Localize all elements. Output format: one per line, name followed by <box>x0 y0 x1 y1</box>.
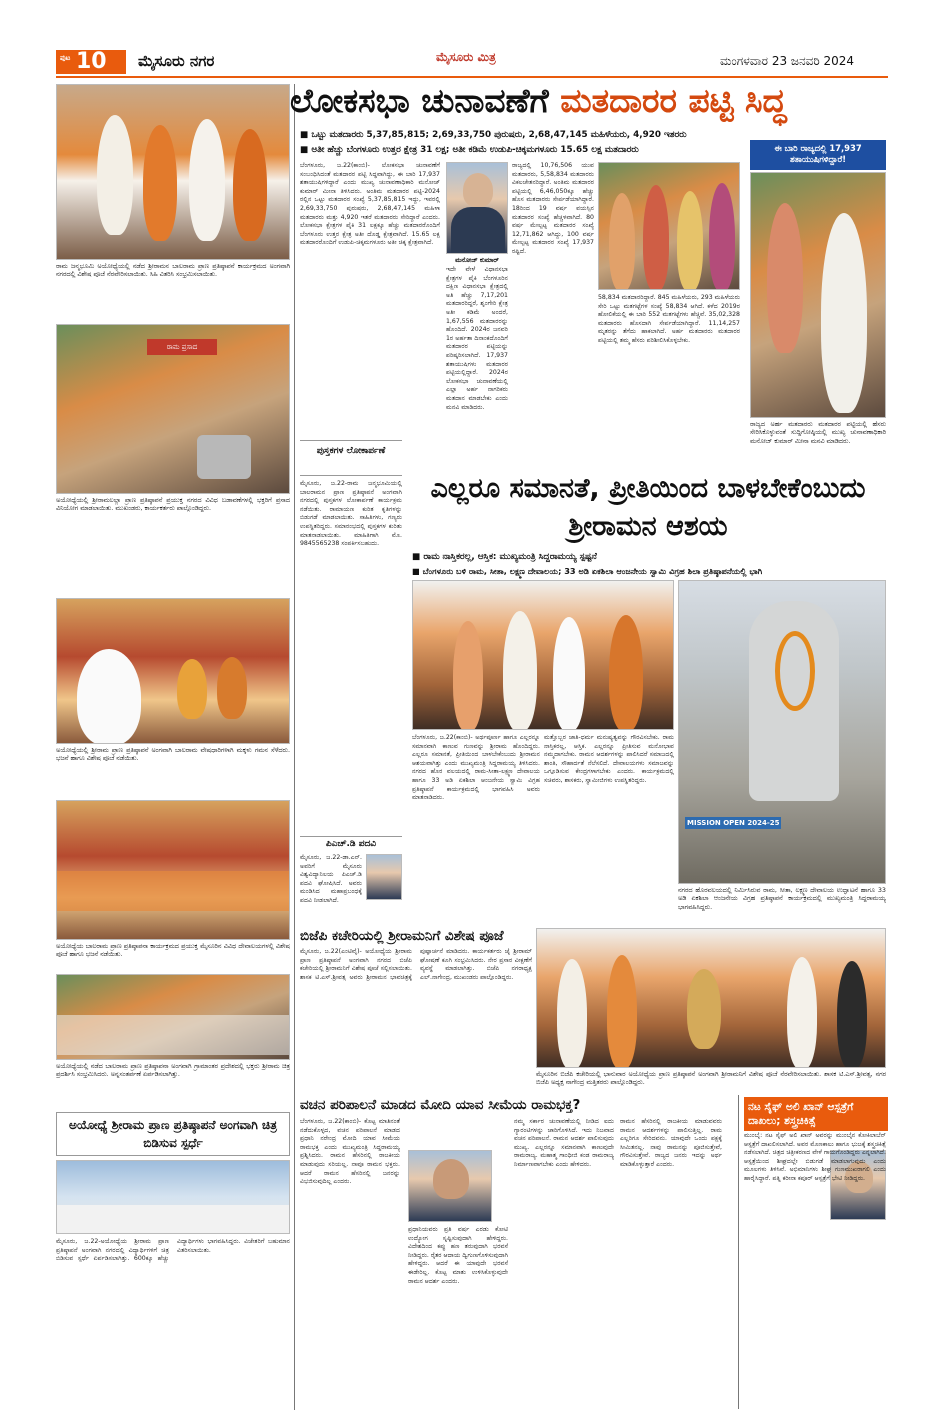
headline-bjp-puja: ಬಿಜೆಪಿ ಕಚೇರಿಯಲ್ಲಿ ಶ್ರೀರಾಮನಿಗೆ ವಿಶೇಷ ಪೂಜೆ <box>300 928 504 944</box>
headline-voter-list <box>290 78 888 124</box>
headline-voter-list-part2: ಮತದಾರರ ಪಟ್ಟಿ ಸಿದ್ಧ <box>560 81 787 120</box>
banner-ram-prasada: ರಾಮ ಪ್ರಸಾದ <box>147 339 217 355</box>
photo-siddaramaiah <box>408 1150 492 1222</box>
cm-body-col1: ಬೆಂಗಳೂರು, ಜ.22(ಕಾಂಬಿ)- ಅರ್ಥಪೂರ್ಣ ಹಾಗೂ ಎಲ್ಲರನ್ನೂ ಸಮಾನವಾಗಿ ಕಾಣುವ ಗುಣವನ್ನು ಶ್ರೀರಾಮ ಹೊಂದಿದ್ದರು. ಎಲ್ಲರೂ ಸಮಾನತೆ, ಪ್ರೀತಿಯಿಂದ ಬಾಳಬೇಕೆಂಬುದು ಶ್ರೀರಾಮನ ಆಶಯವಾಗಿತ್ತು ಎಂದು ಮುಖ್ಯಮಂತ್ರಿ ಸಿದ್ದರಾಮಯ್ಯ ತಿಳಿಸಿದರು. ನಗರದ ಹೊರ ವಲಯದಲ್ಲಿ ರಾಮ-ಸೀತಾ-ಲಕ್ಷ್ಮಣ ದೇವಾಲಯ ಹಾಗೂ 33 ಅಡಿ ಏಕಶಿಲಾ ಆಂಜನೇಯ ಸ್ವಾಮಿ ವಿಗ್ರಹ ಪ್ರತಿಷ್ಠಾಪನೆ ಕಾರ್ಯಕ್ರಮದಲ್ಲಿ ಭಾಗವಹಿಸಿ ಅವರು ಮಾತನಾಡಿದರು. <box>412 734 540 802</box>
elderly-caption: ರಾಜ್ಯದ ಅರ್ಹ ಮತದಾರರು ಮತದಾರರ ಪಟ್ಟಿಯಲ್ಲಿ ಹೆಸರು ಸೇರಿಸಿಕೊಳ್ಳುವಂತೆ ಸುದ್ದಿಗೋಷ್ಠಿಯಲ್ಲಿ ಮುಖ್ಯ ಚುನಾವಣಾಧಿಕಾರಿ ಮನೋಜ್ ಕುಮಾರ್ ಮೀನಾ ಮನವಿ ಮಾಡಿದರು. <box>750 420 886 445</box>
column-rule-right <box>738 1095 739 1409</box>
photo-cm-lamp-lighting <box>412 580 674 730</box>
section-name: ಮೈಸೂರು ನಗರ <box>138 52 215 70</box>
saif-body: ಮುಂಬೈ: ನಟ ಸೈಫ್ ಅಲಿ ಖಾನ್ ಅವರನ್ನು ಮುಂಬೈನ ಕೋಕಿಲಾಬೆನ್ ಆಸ್ಪತ್ರೆಗೆ ದಾಖಲಿಸಲಾಗಿದೆ. ಅವರ ಮೊಣಕಾಲು ಹಾಗೂ ಭುಜಕ್ಕೆ ಶಸ್ತ್ರಚಿಕಿತ್ಸೆ ನಡೆಸಲಾಗಿದೆ. ಚಿತ್ರದ ಚಿತ್ರೀಕರಣದ ವೇಳೆ ಗಾಯಗೊಂಡಿದ್ದರು ಎನ್ನಲಾಗಿದೆ. ಆಸ್ಪತ್ರೆಯಿಂದ ಶೀಘ್ರದಲ್ಲೇ ಬಿಡುಗಡೆ ಮಾಡಲಾಗುವುದು ಎಂದು ಮೂಲಗಳು ತಿಳಿಸಿವೆ. ಅಭಿಮಾನಿಗಳು ಶೀಘ್ರ ಗುಣಮುಖರಾಗಲಿ ಎಂದು ಹಾರೈಸಿದ್ದಾರೆ. ಪತ್ನಿ ಕರೀನಾ ಕಪೂರ್ ಆಸ್ಪತ್ರೆಗೆ ಭೇಟಿ ನೀಡಿದ್ದರು. <box>744 1132 886 1182</box>
bjp-body: ಮೈಸೂರು, ಜ.22(ಎಂಟಿವೈ)- ಅಯೋಧ್ಯೆಯ ಶ್ರೀರಾಮ ಪ್ರಾಣ ಪ್ರತಿಷ್ಠಾಪನೆ ಅಂಗವಾಗಿ ನಗರದ ಬಿಜೆಪಿ ಕಚೇರಿಯಲ್ಲಿ ಶ್ರೀರಾಮನಿಗೆ ವಿಶೇಷ ಪೂಜೆ ಸಲ್ಲಿಸಲಾಯಿತು. ಶಾಸಕ ಟಿ.ಎಸ್.ಶ್ರೀವತ್ಸ ಅವರು ಶ್ರೀರಾಮನ ಭಾವಚಿತ್ರಕ್ಕೆ ಪುಷ್ಪಾರ್ಚನೆ ಮಾಡಿದರು. ಕಾರ್ಯಕರ್ತರು ಜೈ ಶ್ರೀರಾಮ್ ಘೋಷಣೆ ಕೂಗಿ ಸಂಭ್ರಮಿಸಿದರು. ನೇರ ಪ್ರಸಾರ ವೀಕ್ಷಣೆಗೆ ವ್ಯವಸ್ಥೆ ಮಾಡಲಾಗಿತ್ತು. ಬಿಜೆಪಿ ನಗರಾಧ್ಯಕ್ಷ ಎಲ್.ನಾಗೇಂದ್ರ, ಮುಖಂಡರು ಪಾಲ್ಗೊಂಡಿದ್ದರು. <box>300 948 532 981</box>
caption-5: ಅಯೋಧ್ಯೆಯಲ್ಲಿ ನಡೆದ ಬಾಲರಾಮ ಪ್ರಾಣ ಪ್ರತಿಷ್ಠಾಪನಾ ಅಂಗವಾಗಿ ಗ್ರಾಮಾಂತರ ಪ್ರದೇಶದಲ್ಲಿ ಭಕ್ತರು ಶ್ರೀರಾಮ ಚಿತ್ರ ಪ್ರದರ್ಶಿಸಿ ಸಂಭ್ರಮಿಸಿದರು. ಅನ್ನಸಂತರ್ಪಣೆ ಏರ್ಪಡಿಸಲಾಗಿತ್ತು. <box>56 1062 290 1079</box>
caption-1: ರಾಮ ಜನ್ಮಭೂಮಿ ಅಯೋಧ್ಯೆಯಲ್ಲಿ ನಡೆದ ಶ್ರೀರಾಮನ ಬಾಲರಾಮ ಪ್ರಾಣ ಪ್ರತಿಷ್ಠಾಪನೆ ಕಾರ್ಯಕ್ರಮದ ಅಂಗವಾಗಿ ನಗರದಲ್ಲಿ ವಿಶೇಷ ಪೂಜೆ ನೆರವೇರಿಸಲಾಯಿತು. ಸಿಹಿ ವಿತರಿಸಿ ಸಂಭ್ರಮಿಸಲಾಯಿತು. <box>56 262 290 279</box>
caption-2: ಅಯೋಧ್ಯೆಯಲ್ಲಿ ಶ್ರೀರಾಮಲಲ್ಲಾ ಪ್ರಾಣ ಪ್ರತಿಷ್ಠಾಪನೆ ಪ್ರಯುಕ್ತ ನಗರದ ವಿವಿಧ ಬಡಾವಣೆಗಳಲ್ಲಿ ಭಕ್ತರಿಗೆ ಪ್ರಸಾದ ವಿನಿಯೋಗ ಮಾಡಲಾಯಿತು. ಮುಖಂಡರು, ಕಾರ್ಯಕರ್ತರು ಪಾಲ್ಗೊಂಡಿದ್ದರು. <box>56 496 290 513</box>
hanuman-caption: ನಗರದ ಹೊರವಲಯದಲ್ಲಿ ನಿರ್ಮಿಸಿರುವ ರಾಮ, ಸೀತಾ, ಲಕ್ಷ್ಮಣ ದೇವಾಲಯ ಉದ್ಘಾಟನೆ ಹಾಗೂ 33 ಅಡಿ ಏಕಶಿಲಾ ಆಂಜನೇಯ ವಿಗ್ರಹ ಪ್ರತಿಷ್ಠಾಪನೆ ಕಾರ್ಯಕ್ರಮದಲ್ಲಿ ಮುಖ್ಯಮಂತ್ರಿ ಸಿದ್ದರಾಮಯ್ಯ ಭಾಗವಹಿಸಿದ್ದರು. <box>678 886 886 911</box>
photo-voters-queue <box>598 162 740 290</box>
modi-body-col4: ರಾಮನ ಹೆಸರಿನಲ್ಲಿ ರಾಜಕೀಯ ಮಾಡುವವರು ರಾಮನ ಆದರ್ಶಗಳನ್ನು ಪಾಲಿಸುತ್ತಿಲ್ಲ. ರಾಮ ಎಲ್ಲರಿಗೂ ಸೇರಿದವನು. ಯಾವುದೇ ಒಂದು ಪಕ್ಷಕ್ಕೆ ಸೀಮಿತನಲ್ಲ. ನಾವು ರಾಮನನ್ನು ಪೂಜಿಸುತ್ತೇವೆ, ಗೌರವಿಸುತ್ತೇವೆ. ರಾಜ್ಯದ ಜನರು ಇದನ್ನು ಅರ್ಥ ಮಾಡಿಕೊಳ್ಳುತ್ತಾರೆ ಎಂದರು. <box>620 1118 722 1168</box>
paper-name: ಮೈಸೂರು ಮಿತ್ರ <box>436 50 496 64</box>
headline-ram-equality: ಎಲ್ಲರೂ ಸಮಾನತೆ, ಪ್ರೀತಿಯಿಂದ ಬಾಳಬೇಕೆಂಬುದು ಶ್ರೀರಾಮನ ಆಶಯ <box>430 473 866 542</box>
phd-heading: ಪಿಎಚ್.ಡಿ ಪದವಿ <box>300 836 402 850</box>
caption-4: ಅಯೋಧ್ಯೆಯ ಬಾಲರಾಮ ಪ್ರಾಣ ಪ್ರತಿಷ್ಠಾಪನಾ ಕಾರ್ಯಕ್ರಮದ ಪ್ರಯುಕ್ತ ಮೈಸೂರಿನ ವಿವಿಧ ದೇವಾಲಯಗಳಲ್ಲಿ ವಿಶೇಷ ಪೂಜೆ ಹಾಗೂ ಭಜನೆ ನಡೆಯಿತು. <box>56 942 290 959</box>
books-body: ಮೈಸೂರು, ಜ.22-ರಾಮ ಜನ್ಮಭೂಮಿಯಲ್ಲಿ ಬಾಲರಾಮನ ಪ್ರಾಣ ಪ್ರತಿಷ್ಠಾಪನೆ ಅಂಗವಾಗಿ ನಗರದಲ್ಲಿ ಪುಸ್ತಕಗಳ ಲೋಕಾರ್ಪಣೆ ಕಾರ್ಯಕ್ರಮ ನಡೆಯಿತು. ರಾಮಾಯಣ ಕುರಿತ ಕೃತಿಗಳನ್ನು ಬಿಡುಗಡೆ ಮಾಡಲಾಯಿತು. ಸಾಹಿತಿಗಳು, ಗಣ್ಯರು ಉಪಸ್ಥಿತರಿದ್ದರು. ಸಮಾರಂಭದಲ್ಲಿ ಪುಸ್ತಕಗಳ ಕುರಿತು ಮಾತನಾಡಲಾಯಿತು. ಮಾಹಿತಿಗಾಗಿ ಮೊ. 9845565238 ಸಂಪರ್ಕಿಸಬಹುದು. <box>300 480 402 548</box>
modi-body-col1: ಬೆಂಗಳೂರು, ಜ.22(ಕಾಂಬಿ)- ಕೊಟ್ಟ ಮಾತಿನಂತೆ ನಡೆದುಕೊಳ್ಳದ, ವಚನ ಪರಿಪಾಲನೆ ಮಾಡದ ಪ್ರಧಾನಿ ನರೇಂದ್ರ ಮೋದಿ ಯಾವ ಸೀಮೆಯ ರಾಮಭಕ್ತ ಎಂದು ಮುಖ್ಯಮಂತ್ರಿ ಸಿದ್ದರಾಮಯ್ಯ ಪ್ರಶ್ನಿಸಿದರು. ರಾಮನ ಹೆಸರಿನಲ್ಲಿ ರಾಜಕೀಯ ಮಾಡುವುದು ಸರಿಯಲ್ಲ. ನಾವೂ ರಾಮನ ಭಕ್ತರು. ಆದರೆ ರಾಮನ ಹೆಸರಿನಲ್ಲಿ ಜನರನ್ನು ವಿಭಜಿಸುವುದಿಲ್ಲ ಎಂದರು. <box>300 1118 400 1186</box>
centenarian-badge: ಈ ಬಾರಿ ರಾಜ್ಯದಲ್ಲಿ 17,937 ಶತಾಯುಷಿಗಳಿದ್ದಾರೆ! <box>750 140 886 170</box>
headline-saif-ali-khan: ನಟ ಸೈಫ್ ಅಲಿ ಖಾನ್ ಆಸ್ಪತ್ರೆಗೆ ದಾಖಲು; ಶಸ್ತ್ರಚಿಕಿತ್ಸೆ <box>744 1097 888 1131</box>
photo-phd-recipient <box>366 854 402 900</box>
voter-bullet-1: ■ ಒಟ್ಟು ಮತದಾರರು 5,37,85,815; 2,69,33,750 ಪುರುಷರು, 2,68,47,145 ಮಹಿಳೆಯರು, 4,920 ಇತರರು <box>300 130 687 141</box>
photo-drawing-contest <box>56 1160 290 1234</box>
cm-body-col2: ಮತ್ತೊಬ್ಬರ ಜಾತಿ-ಧರ್ಮ ಮನುಷ್ಯತ್ವವನ್ನು ಗೌರವಿಸಬೇಕು. ರಾಮ ನಾಸ್ತಿಕರಲ್ಲ, ಆಸ್ತಿಕ. ಎಲ್ಲರನ್ನೂ ಪ್ರೀತಿಸುವ ಮನೋಭಾವ ನಮ್ಮದಾಗಬೇಕು. ರಾಮನ ಆದರ್ಶಗಳನ್ನು ಪಾಲಿಸಿದರೆ ಸಮಾಜದಲ್ಲಿ ಶಾಂತಿ, ಸೌಹಾರ್ದತೆ ನೆಲೆಸಲಿದೆ. ದೇವಾಲಯಗಳು ಸಮಾಜವನ್ನು ಒಗ್ಗೂಡಿಸುವ ಕೇಂದ್ರಗಳಾಗಬೇಕು ಎಂದರು. ಕಾರ್ಯಕ್ರಮದಲ್ಲಿ ಸಚಿವರು, ಶಾಸಕರು, ಸ್ವಾಮೀಜಿಗಳು ಉಪಸ್ಥಿತರಿದ್ದರು. <box>544 734 674 784</box>
caption-3: ಅಯೋಧ್ಯೆಯಲ್ಲಿ ಶ್ರೀರಾಮ ಪ್ರಾಣ ಪ್ರತಿಷ್ಠಾಪನೆ ಅಂಗವಾಗಿ ಬಾಲರಾಮ ವೇಷಧಾರಿಗಳಾಗಿ ಮಕ್ಕಳು ಗಮನ ಸೆಳೆದರು. ಭಜನೆ ಹಾಗೂ ವಿಶೇಷ ಪೂಜೆ ನಡೆಯಿತು. <box>56 746 290 763</box>
photo-prasada <box>56 324 290 494</box>
photo-manoj-kumar <box>446 162 508 254</box>
voter-body-col4: 58,834 ಮತದಾರರಿದ್ದಾರೆ. 845 ಮಹಿಳೆಯರು, 293 ಮಹಿಳೆಯರು ಸೇರಿ ಒಟ್ಟು ಮತಗಟ್ಟೆಗಳ ಸಂಖ್ಯೆ 58,834 ಆಗಿದೆ. ಕಳೆದ 2019ರ ಹೋಲಿಕೆಯಲ್ಲಿ ಈ ಬಾರಿ 552 ಮತಗಟ್ಟೆಗಳು ಹೆಚ್ಚಿವೆ. 35,02,328 ಮತದಾರರು ಹೊಸದಾಗಿ ಸೇರ್ಪಡೆಯಾಗಿದ್ದಾರೆ. 11,14,257 ಮೃತರನ್ನು ತೆಗೆದು ಹಾಕಲಾಗಿದೆ. ಅರ್ಹ ಮತದಾರರು ಮತದಾರರ ಪಟ್ಟಿಯಲ್ಲಿ ತಮ್ಮ ಹೆಸರು ಪರಿಶೀಲಿಸಿಕೊಳ್ಳಬೇಕು. <box>598 294 740 344</box>
voter-bullet-2: ■ ಅತೀ ಹೆಚ್ಚು ಬೆಂಗಳೂರು ಉತ್ತರ ಕ್ಷೇತ್ರ 31 ಲಕ್ಷ; ಅತೀ ಕಡಿಮೆ ಉಡುಪಿ-ಚಿಕ್ಕಮಗಳೂರು 15.65 ಲಕ್ಷ ಮತದಾರರು <box>300 145 639 156</box>
event-banner: MISSION OPEN 2024-25 <box>687 819 780 827</box>
cm-bullet-1: ■ ರಾಮ ನಾಸ್ತಿಕರಲ್ಲ, ಆಸ್ತಿಕ: ಮುಖ್ಯಮಂತ್ರಿ ಸಿದ್ದರಾಮಯ್ಯ ಸ್ಪಷ್ಟನೆ <box>412 552 597 563</box>
contest-body: ಮೈಸೂರು, ಜ.22-ಅಯೋಧ್ಯೆಯ ಶ್ರೀರಾಮ ಪ್ರಾಣ ಪ್ರತಿಷ್ಠಾಪನೆ ಅಂಗವಾಗಿ ನಗರದಲ್ಲಿ ವಿದ್ಯಾರ್ಥಿಗಳಿಗೆ ಚಿತ್ರ ಬಿಡಿಸುವ ಸ್ಪರ್ಧೆ ಏರ್ಪಡಿಸಲಾಗಿತ್ತು. 600ಕ್ಕೂ ಹೆಚ್ಚು ವಿದ್ಯಾರ್ಥಿಗಳು ಭಾಗವಹಿಸಿದ್ದರು. ವಿಜೇತರಿಗೆ ಬಹುಮಾನ ವಿತರಿಸಲಾಯಿತು. <box>56 1238 290 1263</box>
headline-voter-list-part1: ಲೋಕಸಭಾ ಚುನಾವಣೆಗೆ <box>290 81 561 120</box>
photo-bjp-office <box>536 928 886 1068</box>
voter-body-col3: ರಾಜ್ಯದಲ್ಲಿ 10,76,506 ಯುವ ಮತದಾರರು, 5,58,834 ಮತದಾರರು ವಿಕಲಚೇತನರಿದ್ದಾರೆ. ಅಂತಿಮ ಮತದಾರರ ಪಟ್ಟಿಯಲ್ಲಿ 6,46,050ಕ್ಕೂ ಹೆಚ್ಚು ಹೊಸ ಮತದಾರರು ಸೇರ್ಪಡೆಯಾಗಿದ್ದಾರೆ. 18ರಿಂದ 19 ವರ್ಷ ವಯಸ್ಸಿನ ಮತದಾರರ ಸಂಖ್ಯೆ ಹೆಚ್ಚಳವಾಗಿದೆ. 80 ವರ್ಷ ಮೇಲ್ಪಟ್ಟ ಮತದಾರರ ಸಂಖ್ಯೆ 12,71,862 ಆಗಿದ್ದು, 100 ವರ್ಷ ಮೇಲ್ಪಟ್ಟ ಮತದಾರರ ಸಂಖ್ಯೆ 17,937 ರಷ್ಟಿದೆ. <box>512 162 594 255</box>
column-rule-left <box>294 84 295 1410</box>
modi-body-col2: ಪ್ರಧಾನಿಯವರು ಪ್ರತಿ ವರ್ಷ ಎರಡು ಕೋಟಿ ಉದ್ಯೋಗ ಸೃಷ್ಟಿಸುವುದಾಗಿ ಹೇಳಿದ್ದರು. ವಿದೇಶದಿಂದ ಕಪ್ಪು ಹಣ ತರುವುದಾಗಿ ಭರವಸೆ ನೀಡಿದ್ದರು. ರೈತರ ಆದಾಯ ದ್ವಿಗುಣಗೊಳಿಸುವುದಾಗಿ ಹೇಳಿದ್ದರು. ಆದರೆ ಈ ಯಾವುದೇ ಭರವಸೆ ಈಡೇರಿಲ್ಲ. ಕೊಟ್ಟ ಮಾತು ಉಳಿಸಿಕೊಳ್ಳುವುದೇ ರಾಮನ ಆದರ್ಶ ಎಂದರು. <box>408 1226 508 1285</box>
photo-village-celebration <box>56 974 290 1060</box>
phd-body: ಮೈಸೂರು, ಜ.22-ಡಾ.ಎನ್. ಅವರಿಗೆ ಮೈಸೂರು ವಿಶ್ವವಿದ್ಯಾನಿಲಯ ಪಿಎಚ್.ಡಿ ಪದವಿ ಘೋಷಿಸಿದೆ. ಅವರು ಮಂಡಿಸಿದ ಮಹಾಪ್ರಬಂಧಕ್ಕೆ ಪದವಿ ನೀಡಲಾಗಿದೆ. <box>300 854 362 904</box>
photo-hanuman-statue <box>678 580 886 884</box>
modi-body-col3: ನಮ್ಮ ಸರ್ಕಾರ ಚುನಾವಣೆಯಲ್ಲಿ ನೀಡಿದ ಐದು ಗ್ಯಾರಂಟಿಗಳನ್ನು ಜಾರಿಗೊಳಿಸಿದೆ. ಇದು ನಿಜವಾದ ವಚನ ಪರಿಪಾಲನೆ. ರಾಮನ ಆದರ್ಶ ಪಾಲಿಸುವುದು ಮುಖ್ಯ. ಎಲ್ಲರನ್ನೂ ಸಮಾನವಾಗಿ ಕಾಣುವುದೇ ರಾಮರಾಜ್ಯ. ಮಹಾತ್ಮ ಗಾಂಧೀಜಿ ಕಂಡ ರಾಮರಾಜ್ಯ ನಿರ್ಮಾಣವಾಗಬೇಕು ಎಂದು ಹೇಳಿದರು. <box>514 1118 614 1168</box>
photo-elderly-voters <box>750 172 886 418</box>
portrait-caption: ಮನೋಜ್ ಕುಮಾರ್ <box>455 256 499 264</box>
photo-ram-celebration-1 <box>56 84 290 260</box>
photo-temple-group <box>56 800 290 940</box>
books-heading: ಪುಸ್ತಕಗಳ ಲೋಕಾರ್ಪಣೆ <box>300 440 402 476</box>
contest-headline: ಅಯೋಧ್ಯೆ ಶ್ರೀರಾಮ ಪ್ರಾಣ ಪ್ರತಿಷ್ಠಾಪನೆ ಅಂಗವಾಗಿ ಚಿತ್ರ ಬಿಡಿಸುವ ಸ್ಪರ್ಧೆ <box>56 1112 290 1156</box>
cm-bullet-2: ■ ಬೆಂಗಳೂರು ಬಳಿ ರಾಮ, ಸೀತಾ, ಲಕ್ಷ್ಮಣ ದೇವಾಲಯ; 33 ಅಡಿ ಏಕಶಿಲಾ ಆಂಜನೇಯ ಸ್ವಾಮಿ ವಿಗ್ರಹ ಶಿಲಾ ಪ್ರತಿಷ್ಠಾಪನೆಯಲ್ಲಿ ಭಾಗಿ <box>412 566 762 577</box>
bjp-caption: ಮೈಸೂರಿನ ಬಿಜೆಪಿ ಕಚೇರಿಯಲ್ಲಿ ಭಾನುವಾರ ಅಯೋಧ್ಯೆಯ ಪ್ರಾಣ ಪ್ರತಿಷ್ಠಾಪನೆ ಅಂಗವಾಗಿ ಶ್ರೀರಾಮನಿಗೆ ವಿಶೇಷ ಪೂಜೆ ನೆರವೇರಿಸಲಾಯಿತು. ಶಾಸಕ ಟಿ.ಎಸ್.ಶ್ರೀವತ್ಸ, ನಗರ ಬಿಜೆಪಿ ಅಧ್ಯಕ್ಷ ನಾಗೇಂದ್ರ ಮತ್ತಿತರರು ಪಾಲ್ಗೊಂಡಿದ್ದರು. <box>536 1070 886 1087</box>
voter-body-col1: ಬೆಂಗಳೂರು, ಜ.22(ಕಾಂಬಿ)- ಲೋಕಸಭಾ ಚುನಾವಣೆಗೆ ಸಂಬಂಧಿಸಿದಂತೆ ಮತದಾರರ ಪಟ್ಟಿ ಸಿದ್ಧವಾಗಿದ್ದು, ಈ ಬಾರಿ 17,937 ಶತಾಯುಷಿಗಳಿದ್ದಾರೆ ಎಂದು ಮುಖ್ಯ ಚುನಾವಣಾಧಿಕಾರಿ ಮನೋಜ್ ಕುಮಾರ್ ಮೀನಾ ತಿಳಿಸಿದರು. ಅಂತಿಮ ಮತದಾರರ ಪಟ್ಟಿ-2024 ರಲ್ಲಿನ ಒಟ್ಟು ಮತದಾರರ ಸಂಖ್ಯೆ 5,37,85,815 ಇದ್ದು, ಇವರಲ್ಲಿ 2,69,33,750 ಪುರುಷರು, 2,68,47,145 ಮಹಿಳಾ ಮತದಾರರು ಮತ್ತು 4,920 ಇತರೆ ಮತದಾರರು ಸೇರಿದ್ದಾರೆ ಎಂದರು. ಲೋಕಸಭಾ ಕ್ಷೇತ್ರಗಳ ಪೈಕಿ 31 ಲಕ್ಷಕ್ಕೂ ಹೆಚ್ಚು ಮತದಾರರೊಂದಿಗೆ ಬೆಂಗಳೂರು ಉತ್ತರ ಕ್ಷೇತ್ರ ಅತೀ ದೊಡ್ಡ ಕ್ಷೇತ್ರವಾಗಿದೆ. 15.65 ಲಕ್ಷ ಮತದಾರರೊಂದಿಗೆ ಉಡುಪಿ-ಚಿಕ್ಕಮಗಳೂರು ಅತೀ ಚಿಕ್ಕ ಕ್ಷೇತ್ರವಾಗಿದೆ. <box>300 162 440 247</box>
voter-body-col2: ಇದೇ ವೇಳೆ ವಿಧಾನಸಭಾ ಕ್ಷೇತ್ರಗಳ ಪೈಕಿ ಬೆಂಗಳೂರಿನ ದಕ್ಷಿಣ ವಿಧಾನಸಭಾ ಕ್ಷೇತ್ರದಲ್ಲಿ ಅತಿ ಹೆಚ್ಚು 7,17,201 ಮತದಾರರಿದ್ದರೆ, ಶೃಂಗೇರಿ ಕ್ಷೇತ್ರ ಅತೀ ಕಡಿಮೆ ಅಂದರೆ, 1,67,556 ಮತದಾರರನ್ನು ಹೊಂದಿದೆ. 2024ರ ಜನವರಿ 1ರ ಅರ್ಹತಾ ದಿನಾಂಕದೊಂದಿಗೆ ಮತದಾರರ ಪಟ್ಟಿಯನ್ನು ಪರಿಷ್ಕರಿಸಲಾಗಿದೆ. 17,937 ಶತಾಯುಷಿಗಳು ಮತದಾರರ ಪಟ್ಟಿಯಲ್ಲಿದ್ದಾರೆ. 2024ರ ಲೋಕಸಭಾ ಚುನಾವಣೆಯಲ್ಲಿ ಎಲ್ಲಾ ಅರ್ಹ ನಾಗರಿಕರು ಮತದಾನ ಮಾಡಬೇಕು ಎಂದು ಮನವಿ ಮಾಡಿದರು. <box>446 266 508 411</box>
page-label: ಪುಟ <box>60 54 71 62</box>
issue-date: ಮಂಗಳವಾರ 23 ಜನವರಿ 2024 <box>720 54 855 68</box>
page-number: 10 <box>76 49 107 74</box>
photo-child-rama <box>56 598 290 744</box>
headline-modi-ramabhakta: ವಚನ ಪರಿಪಾಲನೆ ಮಾಡದ ಮೋದಿ ಯಾವ ಸೀಮೆಯ ರಾಮಭಕ್ತ? <box>300 1097 581 1113</box>
page-number-box <box>56 50 126 74</box>
